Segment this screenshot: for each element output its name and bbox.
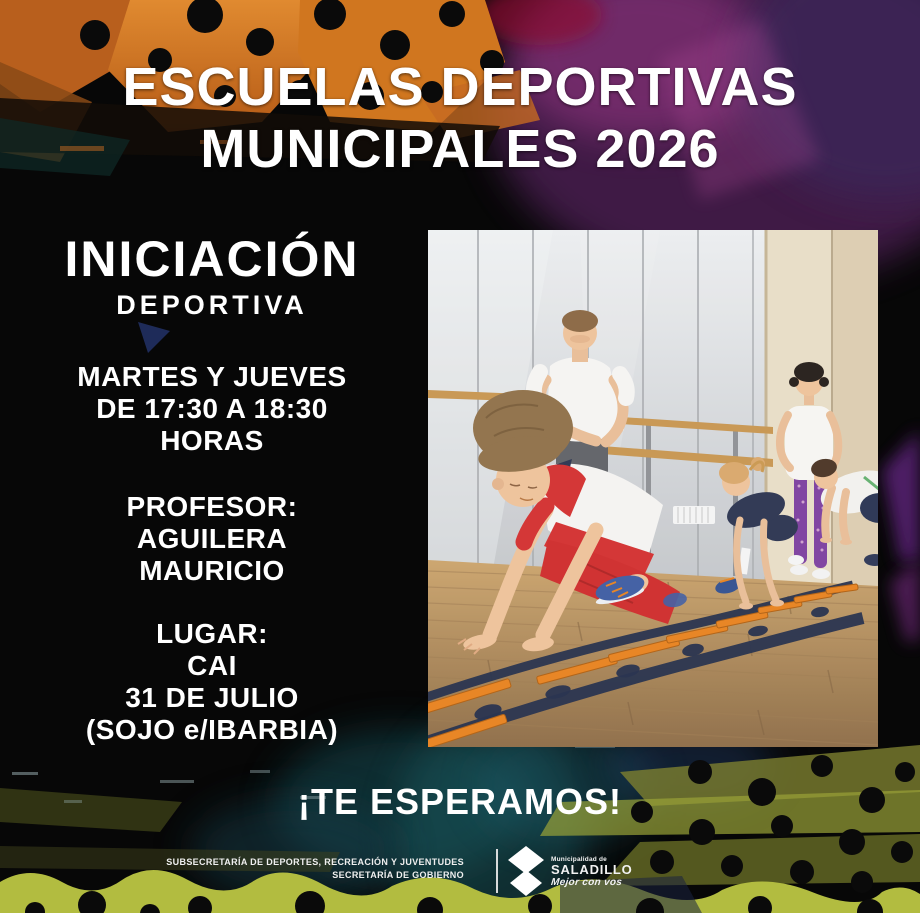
schedule-hours-word: HORAS: [160, 425, 264, 456]
professor-label: PROFESOR:: [126, 491, 298, 522]
professor-surname: AGUILERA: [136, 523, 288, 554]
logo-org-small: Municipalidad de: [551, 856, 607, 863]
department-credits: [0, 856, 464, 882]
logo-org-name: SALADILLO: [551, 862, 633, 877]
professor-name: MAURICIO: [139, 555, 285, 586]
program-category: DEPORTIVA: [116, 290, 308, 320]
logo-slogan: Mejor con vos: [550, 877, 623, 888]
location-venue: CAI: [187, 650, 237, 681]
footer-divider: [496, 849, 498, 893]
logo-text: [551, 856, 633, 888]
program-name: INICIACIÓN: [64, 231, 360, 287]
dept-line-1: SUBSECRETARÍA DE DEPORTES, RECREACIÓN Y JUVENTUDES: [166, 857, 464, 867]
title-line-1: ESCUELAS DEPORTIVAS: [122, 57, 798, 117]
location-label: LUGAR:: [156, 618, 268, 649]
location-cross-streets: (SOJO e/IBARBIA): [85, 714, 339, 745]
schedule-hours: DE 17:30 A 18:30: [96, 393, 328, 424]
saladillo-logo-icon: [506, 846, 546, 898]
title-line-2: MUNICIPALES 2026: [200, 119, 720, 179]
dept-line-2: SECRETARÍA DE GOBIERNO: [332, 870, 464, 880]
schedule-days: MARTES Y JUEVES: [77, 361, 347, 392]
municipality-logo: [506, 846, 633, 898]
closing-message: ¡TE ESPERAMOS!: [297, 781, 623, 822]
location-street: 31 DE JULIO: [125, 682, 299, 713]
